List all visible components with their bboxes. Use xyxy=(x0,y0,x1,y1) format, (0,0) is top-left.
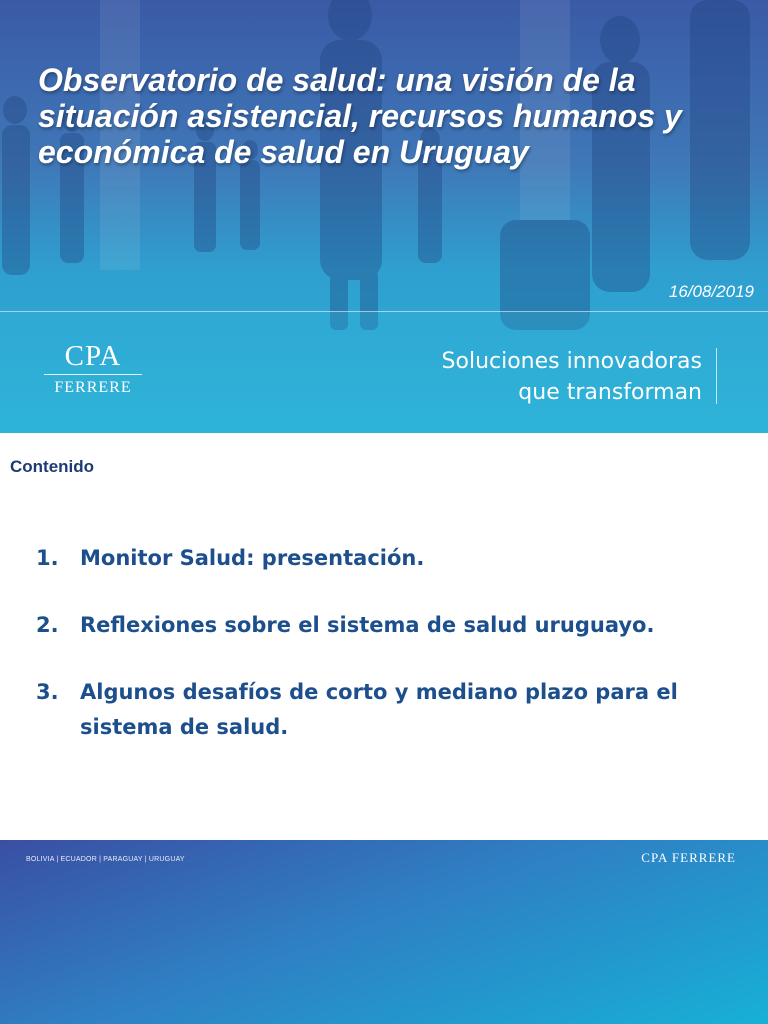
slogan-line-1: Soluciones innovadoras xyxy=(441,349,702,374)
footer-countries: BOLIVIA | ECUADOR | PARAGUAY | URUGUAY xyxy=(26,856,185,863)
list-item-text: Reflexiones sobre el sistema de salud uruguayo. xyxy=(80,613,655,637)
logo-ferrere-text: FERRERE xyxy=(54,379,132,396)
list-item-number: 3. xyxy=(36,680,59,704)
contents-list xyxy=(36,541,726,777)
cpa-ferrere-logo xyxy=(44,340,142,397)
logo-cpa-text: CPA xyxy=(64,340,122,372)
footer-band xyxy=(0,840,768,1024)
slogan-divider xyxy=(716,348,717,404)
list-item-text: Algunos desafíos de corto y mediano plazo para el sistema de salud. xyxy=(80,680,678,739)
contents-slide xyxy=(0,433,768,1024)
presentation-date: 16/08/2019 xyxy=(668,282,754,301)
divider-line xyxy=(0,311,768,312)
contents-heading: Contenido xyxy=(10,457,95,476)
slogan-line-2: que transforman xyxy=(518,380,702,405)
list-item xyxy=(36,675,726,745)
list-item-text: Monitor Salud: presentación. xyxy=(80,546,425,570)
slogan xyxy=(362,346,702,408)
logo-rule xyxy=(44,374,142,375)
presentation-title: Observatorio de salud: una visión de la situación asistencial, recursos humanos y económica de salud en Uruguay xyxy=(38,62,682,170)
list-item-number: 2. xyxy=(36,613,59,637)
list-item xyxy=(36,608,726,643)
title-slide xyxy=(0,0,768,433)
list-item xyxy=(36,541,726,576)
footer-brand: CPA FERRERE xyxy=(641,850,736,865)
list-item-number: 1. xyxy=(36,546,59,570)
